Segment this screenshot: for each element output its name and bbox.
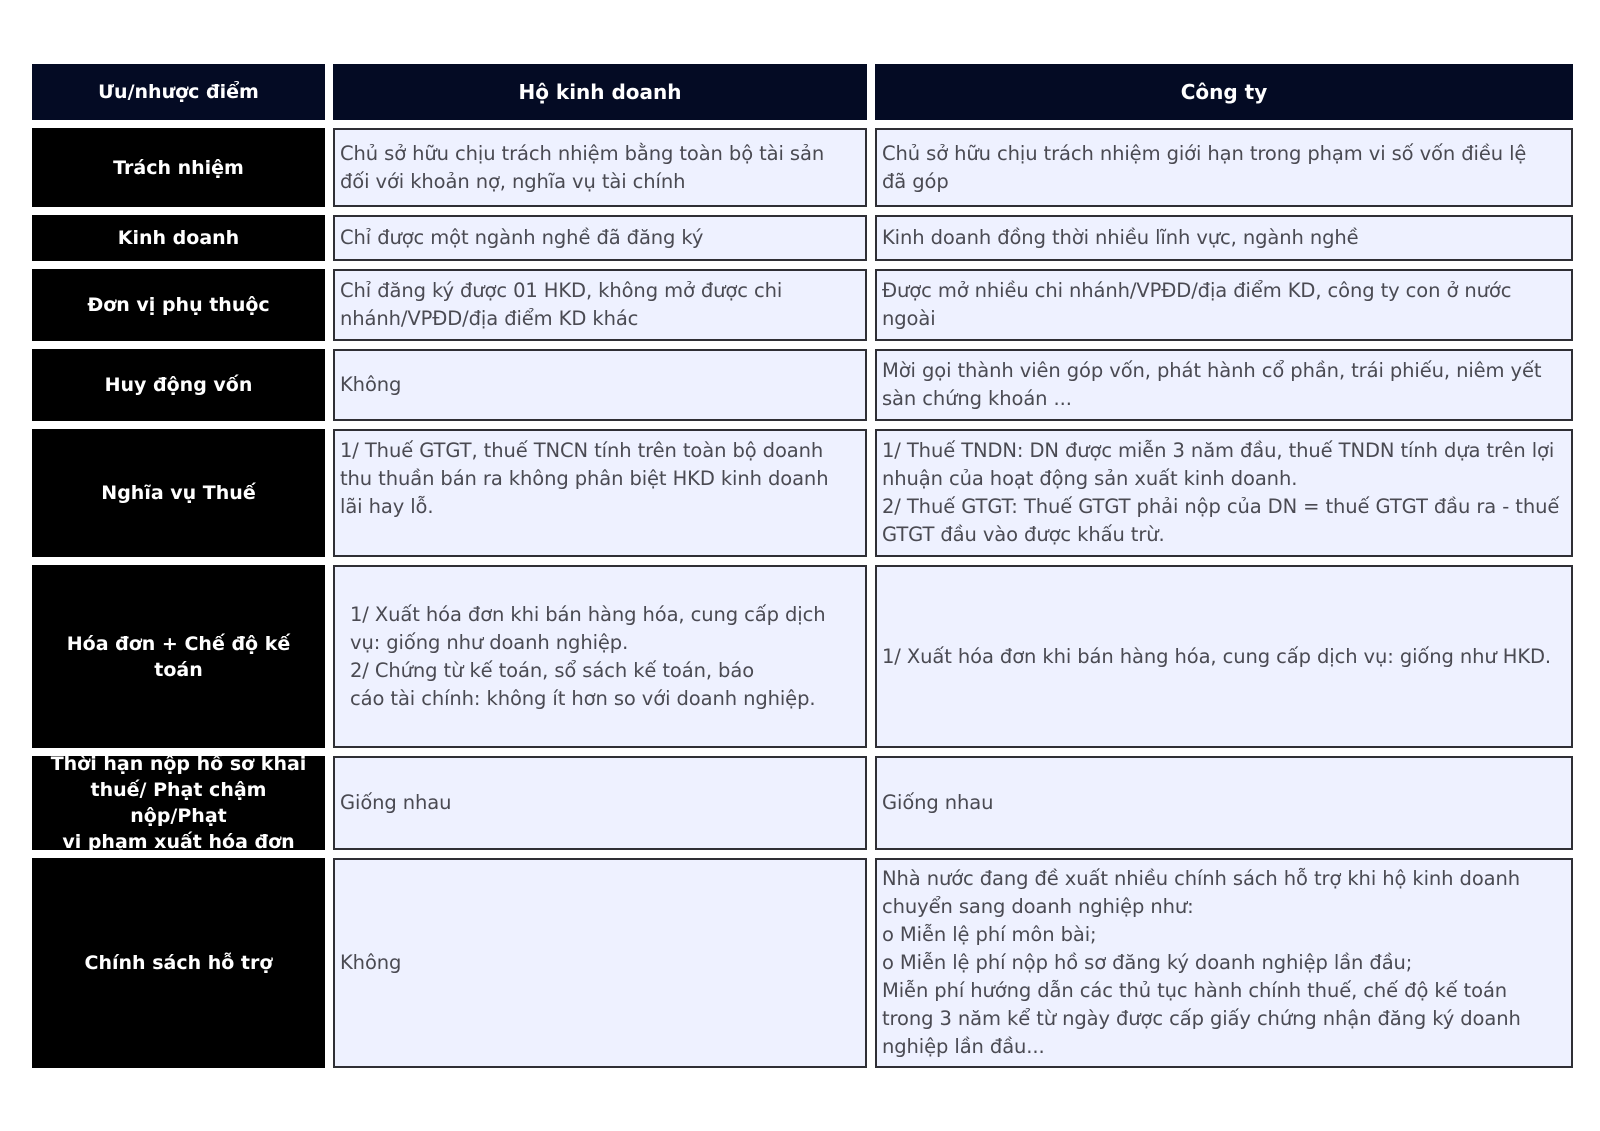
header-criteria: Ưu/nhược điểm bbox=[32, 64, 325, 120]
cell-company-invoices-accounting: 1/ Xuất hóa đơn khi bán hàng hóa, cung cấp dịch vụ: giống như HKD. bbox=[875, 565, 1573, 748]
row-label-deadlines-penalties: Thời hạn nộp hồ sơ khai thuế/ Phạt chậm nộp/Phạt vi phạm xuất hóa đơn bbox=[32, 756, 325, 850]
cell-hkd-deadlines-penalties: Giống nhau bbox=[333, 756, 867, 850]
header-company: Công ty bbox=[875, 64, 1573, 120]
cell-company-deadlines-penalties: Giống nhau bbox=[875, 756, 1573, 850]
row-label-responsibility: Trách nhiệm bbox=[32, 128, 325, 207]
cell-hkd-business: Chỉ được một ngành nghề đã đăng ký bbox=[333, 215, 867, 261]
row-label-dependent-units: Đơn vị phụ thuộc bbox=[32, 269, 325, 341]
cell-hkd-dependent-units: Chỉ đăng ký được 01 HKD, không mở được chi nhánh/VPĐD/địa điểm KD khác bbox=[333, 269, 867, 341]
cell-company-responsibility: Chủ sở hữu chịu trách nhiệm giới hạn trong phạm vi số vốn điều lệ đã góp bbox=[875, 128, 1573, 207]
row-label-invoices-accounting: Hóa đơn + Chế độ kế toán bbox=[32, 565, 325, 748]
comparison-table bbox=[32, 64, 1573, 1068]
cell-company-dependent-units: Được mở nhiều chi nhánh/VPĐD/địa điểm KD, công ty con ở nước ngoài bbox=[875, 269, 1573, 341]
header-household-business: Hộ kinh doanh bbox=[333, 64, 867, 120]
cell-company-tax-obligations: 1/ Thuế TNDN: DN được miễn 3 năm đầu, thuế TNDN tính dựa trên lợi nhuận của hoạt động sản xuất kinh doanh. 2/ Thuế GTGT: Thuế GTGT phải nộp của DN = thuế GTGT đầu ra - thuế GTGT đầu vào được khấu trừ. bbox=[875, 429, 1573, 557]
row-label-support-policies: Chính sách hỗ trợ bbox=[32, 858, 325, 1068]
cell-company-support-policies: Nhà nước đang đề xuất nhiều chính sách hỗ trợ khi hộ kinh doanh chuyển sang doanh nghiệp như: o Miễn lệ phí môn bài; o Miễn lệ phí nộp hồ sơ đăng ký doanh nghiệp lần đầu; Miễn phí hướng dẫn các thủ tục hành chính thuế, chế độ kế toán trong 3 năm kể từ ngày được cấp giấy chứng nhận đăng ký doanh nghiệp lần đầu... bbox=[875, 858, 1573, 1068]
cell-company-capital-raising: Mời gọi thành viên góp vốn, phát hành cổ phần, trái phiếu, niêm yết sàn chứng khoán ... bbox=[875, 349, 1573, 421]
row-label-business: Kinh doanh bbox=[32, 215, 325, 261]
row-label-tax-obligations: Nghĩa vụ Thuế bbox=[32, 429, 325, 557]
row-label-capital-raising: Huy động vốn bbox=[32, 349, 325, 421]
cell-hkd-responsibility: Chủ sở hữu chịu trách nhiệm bằng toàn bộ tài sản đối với khoản nợ, nghĩa vụ tài chính bbox=[333, 128, 867, 207]
cell-company-business: Kinh doanh đồng thời nhiều lĩnh vực, ngành nghề bbox=[875, 215, 1573, 261]
cell-hkd-tax-obligations: 1/ Thuế GTGT, thuế TNCN tính trên toàn bộ doanh thu thuần bán ra không phân biệt HKD kinh doanh lãi hay lỗ. bbox=[333, 429, 867, 557]
cell-hkd-support-policies: Không bbox=[333, 858, 867, 1068]
cell-hkd-capital-raising: Không bbox=[333, 349, 867, 421]
cell-hkd-invoices-accounting: 1/ Xuất hóa đơn khi bán hàng hóa, cung cấp dịch vụ: giống như doanh nghiệp. 2/ Chứng từ kế toán, sổ sách kế toán, báo cáo tài chính: không ít hơn so với doanh nghiệp. bbox=[333, 565, 867, 748]
